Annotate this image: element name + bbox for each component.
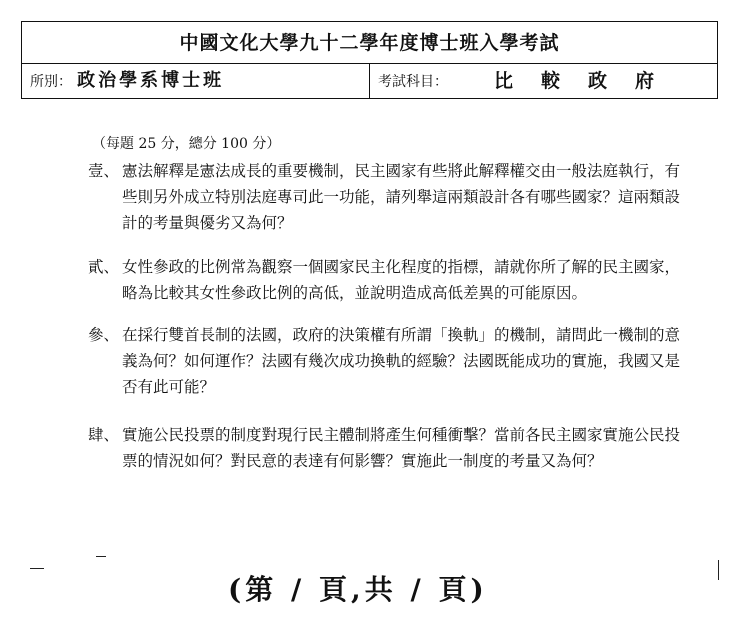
question-3	[88, 322, 688, 400]
question-text: 在採行雙首長制的法國，政府的決策權有所謂「換軌」的機制，請問此一機制的意義為何？如何運作？法國有幾次成功換軌的經驗？法國既能成功的實施，我國又是否有此可能？	[122, 326, 681, 396]
department-value: 政治學系博士班	[77, 70, 225, 91]
subject-cell	[370, 64, 717, 98]
exam-title: 中國文化大學九十二學年度博士班入學考試	[22, 22, 717, 64]
question-text: 實施公民投票的制度對現行民主體制將產生何種衝擊？當前各民主國家實施公民投票的情況如何？對民意的表達有何影響？實施此一制度的考量又為何？	[122, 426, 681, 470]
scan-artifact	[30, 568, 44, 569]
question-text: 憲法解釋是憲法成長的重要機制，民主國家有些將此解釋權交由一般法庭執行，有些則另外成立特別法庭專司此一功能，請列舉這兩類設計各有哪些國家？這兩類設計的考量與優劣又為何？	[122, 162, 681, 232]
question-text: 女性參政的比例常為觀察一個國家民主化程度的指標，請就你所了解的民主國家，略為比較其女性參政比例的高低，並說明造成高低差異的可能原因。	[122, 258, 681, 302]
score-note: （每題 25 分，總分 100 分）	[92, 136, 281, 152]
department-cell	[22, 64, 370, 98]
subject-value: 比較政府	[494, 70, 683, 92]
question-number: 貳、	[88, 258, 120, 276]
question-4	[88, 422, 688, 474]
header-info-row	[22, 64, 717, 98]
page-number-footer: (第 / 頁,共 / 頁)	[228, 573, 488, 606]
question-number: 參、	[88, 326, 120, 344]
question-number: 壹、	[88, 162, 120, 180]
subject-label: 考試科目：	[378, 74, 448, 90]
question-number: 肆、	[88, 426, 120, 444]
scan-artifact	[718, 560, 719, 580]
scan-artifact	[96, 556, 106, 557]
department-label: 所別：	[30, 74, 72, 90]
question-2	[88, 254, 688, 306]
question-1	[88, 158, 688, 236]
exam-header-table	[21, 21, 718, 99]
